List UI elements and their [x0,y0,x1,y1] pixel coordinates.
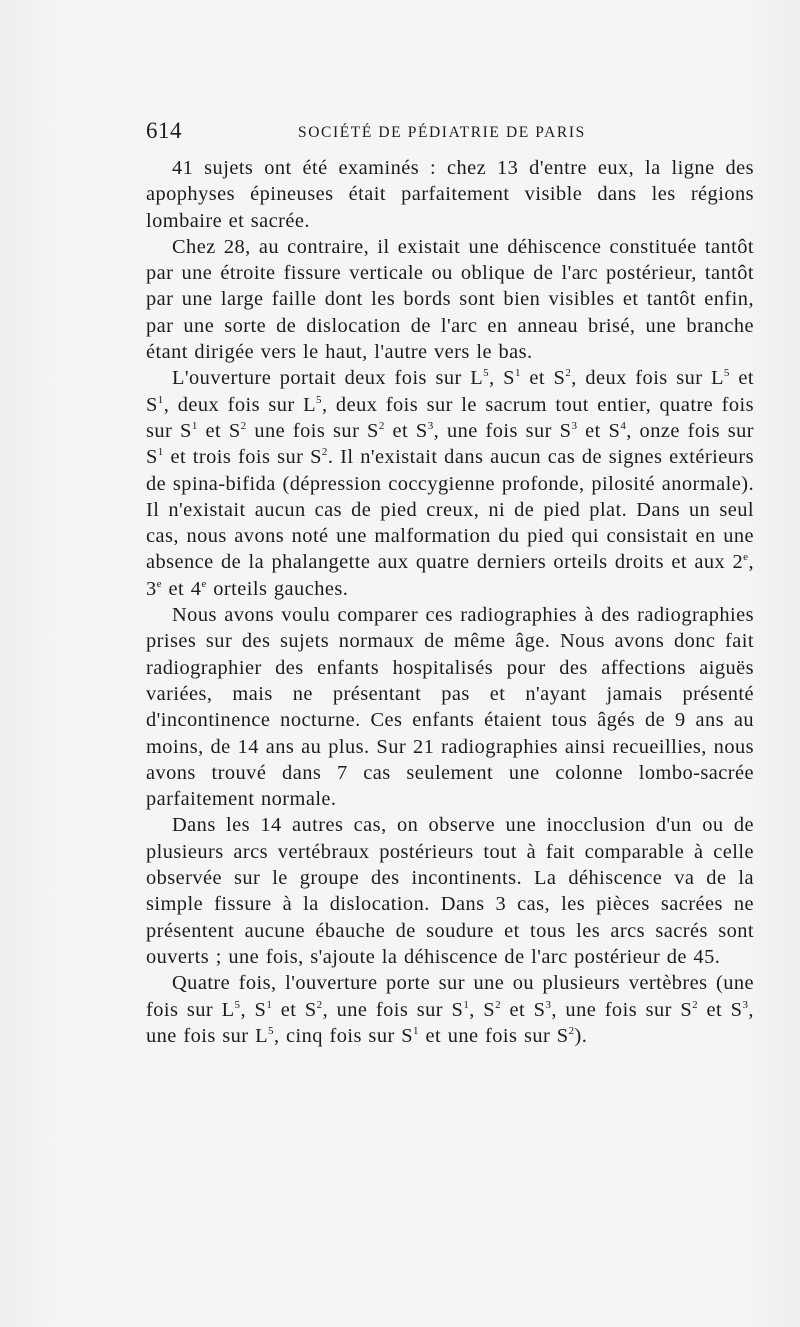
text-run: , deux fois sur le sacrum tout entier, quatre fois sur S [146,393,754,442]
superscript: 1 [157,446,164,459]
text-run: , S [489,367,515,390]
paragraph-1: 41 sujets ont été examinés : chez 13 d'entre eux, la ligne des apophyses épineuses était parfaitement visible dans les régions lombaire et sacrée. [146,157,754,232]
superscript: 2 [568,1024,575,1037]
superscript: 3 [427,419,434,432]
text-run: et S [146,367,754,416]
text-run: , S [240,998,267,1021]
text-run: et S [577,419,621,442]
superscript: 1 [266,998,273,1011]
text-run: ). [574,1024,588,1047]
text-run: , deux fois sur L [163,393,316,416]
superscript: 2 [565,367,572,380]
text-run: , deux fois sur L [571,367,724,390]
text-run: et une fois sur S [419,1024,569,1047]
text-run: et S [501,998,546,1021]
paragraph-5: Dans les 14 autres cas, on observe une inocclusion d'un ou de plusieurs arcs vertébraux postérieurs tout à fait comparable à celle observée sur le groupe des incontinents. La déhiscence va de la simple fissure à la dislocation. Dans 3 cas, les pièces sacrées ne présentent aucune ébauche de soudure et tous les arcs sacrés sont ouverts ; une fois, s'ajoute la déhiscence de l'arc postérieur de 45. [146,814,754,968]
text-run: et trois fois sur S [163,446,322,469]
superscript: 3 [571,419,578,432]
superscript: 3 [545,998,552,1011]
superscript: e [743,551,749,564]
superscript: 5 [234,998,241,1011]
superscript: 2 [495,998,502,1011]
text-run: et S [520,367,566,390]
superscript: e [201,577,207,590]
text-run: , une fois sur S [433,419,572,442]
superscript: 1 [463,998,470,1011]
running-title: SOCIÉTÉ DE PÉDIATRIE DE PARIS [298,124,586,141]
superscript: e [156,577,162,590]
text-run: , une fois sur L [146,998,754,1047]
text-run: et S [698,998,743,1021]
paragraph-3 [146,365,754,602]
text-run: et S [197,419,241,442]
superscript: 2 [692,998,699,1011]
superscript: 1 [514,367,521,380]
superscript: 4 [620,419,627,432]
text-run: L'ouverture portait deux fois sur L [172,367,484,390]
superscript: 5 [268,1024,274,1037]
superscript: 1 [191,419,198,432]
text-run: . Il n'existait dans aucun cas de signes extérieurs de spina-bifida (dépression coccygienne profonde, pilosité anormale). Il n'existait aucun cas de pied creux, ni de pied plat. Dans un seul cas, nous avons noté une malformation du pied qui consistait en une absence de la phalangette aux quatre derniers orteils droits et aux 2 [146,446,754,574]
text-run: une fois sur S [246,419,379,442]
text-run: , onze fois sur S [146,419,754,469]
text-run: et S [384,419,428,442]
text-run: , 3 [146,551,754,600]
text-run: orteils gauches. [206,577,349,600]
body-text [146,155,754,1049]
superscript: 1 [157,393,164,406]
text-run: et S [272,998,317,1021]
superscript: 2 [240,419,247,432]
superscript: 5 [316,393,322,406]
paragraph-4: Nous avons voulu comparer ces radiographies à des radiographies prises sur des sujets normaux de même âge. Nous avons donc fait radiographier des enfants hospitalisés pour des affections aiguës variées, mais ne présentant pas et n'ayant jamais présenté d'incontinence nocturne. Ces enfants étaient tous âgés de 9 ans au moins, de 14 ans au plus. Sur 21 radiographies ainsi recueillies, nous avons trouvé dans 7 cas seulement une colonne lombo-sacrée parfaitement normale. [146,604,754,811]
text-run: , une fois sur S [551,998,693,1021]
superscript: 3 [742,998,749,1011]
superscript: 5 [483,367,490,380]
page-header [146,118,754,148]
page-number: 614 [146,118,182,143]
superscript: 2 [316,998,323,1011]
superscript: 2 [321,446,328,459]
text-run: , une fois sur S [322,998,464,1021]
superscript: 5 [723,367,730,380]
text-run: et 4 [162,577,202,600]
text-run: , S [469,998,496,1021]
text-run: , cinq fois sur S [273,1024,414,1047]
paragraph-6 [146,970,754,1049]
superscript: 2 [378,419,385,432]
superscript: 1 [413,1024,419,1037]
text-run: Quatre fois, l'ouverture porte sur une ou plusieurs vertèbres (une fois sur L [146,972,754,1021]
paragraph-2: Chez 28, au contraire, il existait une déhiscence constituée tantôt par une étroite fissure verticale ou oblique de l'arc postérieur, tantôt par une large faille dont les bords sont bien visibles et tantôt enfin, par une sorte de dislocation de l'arc en anneau brisé, une branche étant dirigée vers le haut, l'autre vers le bas. [146,235,754,364]
